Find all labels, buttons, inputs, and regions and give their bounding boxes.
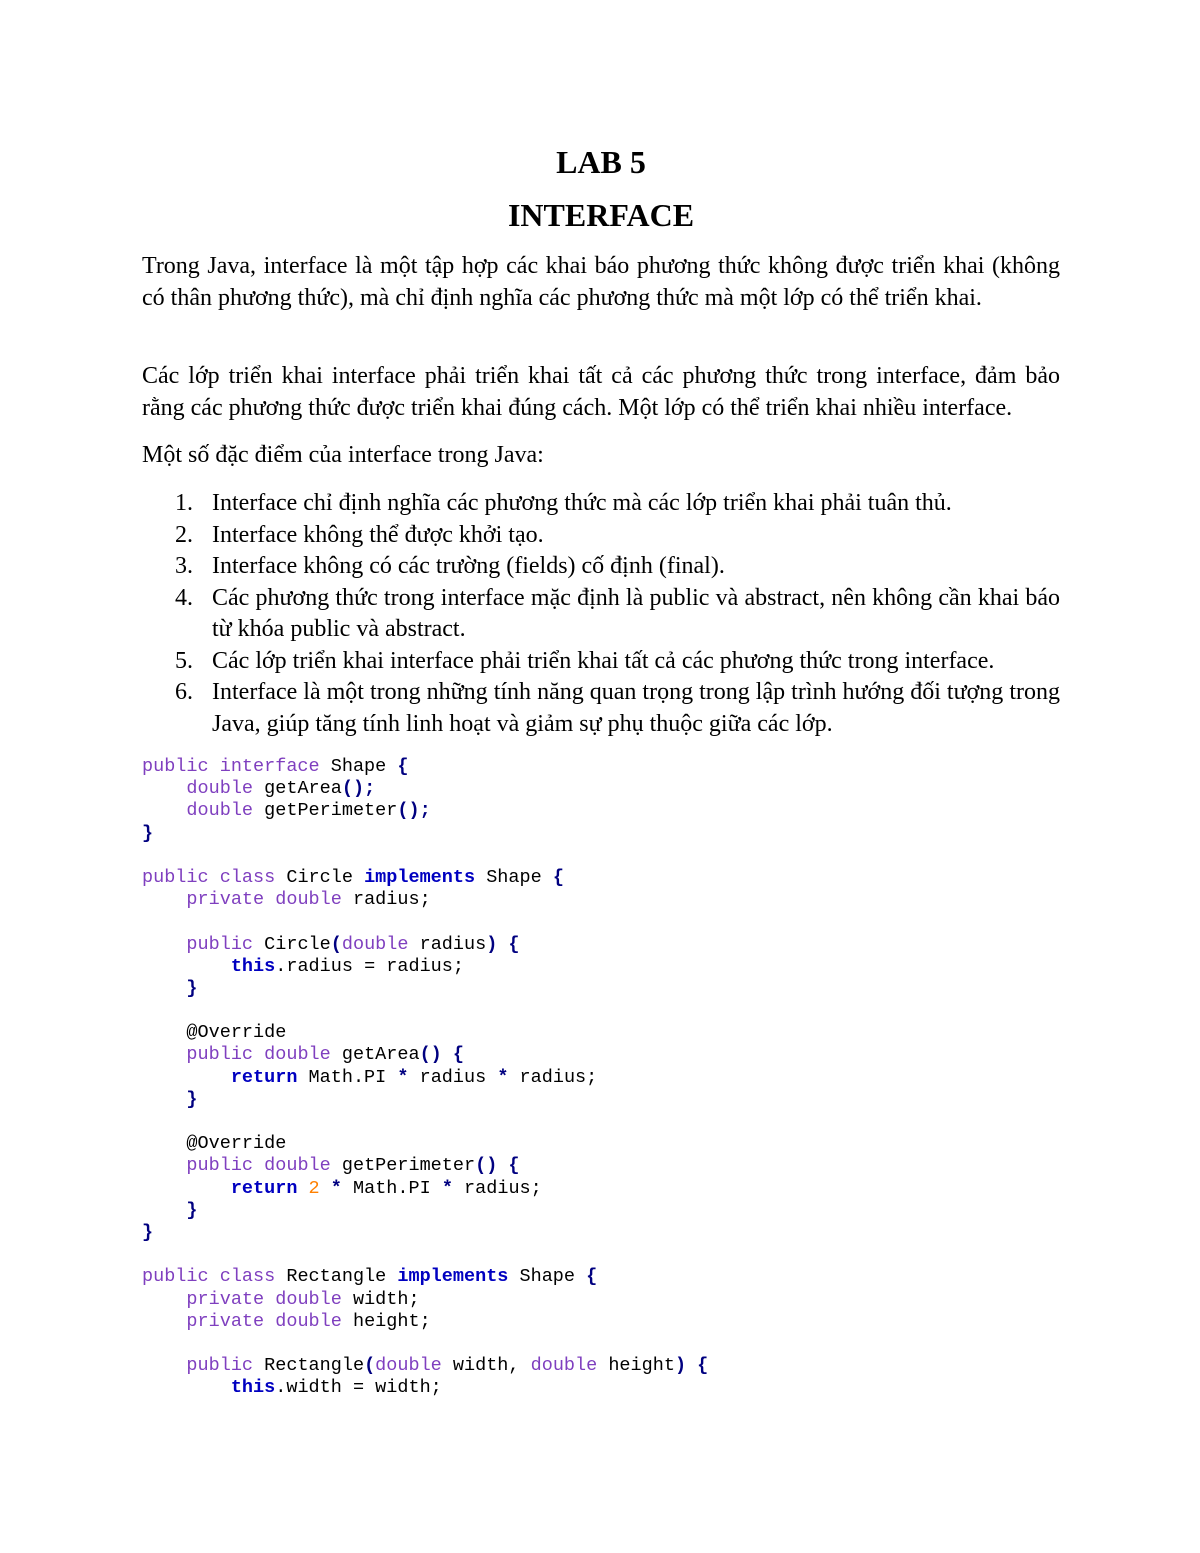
code-token [142,1311,186,1332]
code-token: double [186,800,265,822]
code-token: } [186,1088,198,1110]
list-number: 4. [175,584,193,611]
code-token: () { [475,1155,520,1177]
code-line [142,1133,1060,1155]
code-token: width, [452,1355,531,1377]
code-token [142,1089,186,1110]
code-token: } [142,822,154,844]
code-token [142,1289,186,1310]
code-token: Circle [264,933,331,955]
implementation-paragraph: Các lớp triển khai interface phải triển khai tất cả các phương thức trong interface, đảm bảo rằng các phương thức được triển khai đúng cách. Một lớp có thể triển khai nhiều interface. [142,363,1060,421]
code-token: radius; [464,1177,542,1199]
code-token: (); [341,778,376,800]
code-token: public [186,1355,265,1377]
features-heading: Một số đặc điểm của interface trong Java: [142,442,544,468]
code-token [142,1178,231,1199]
code-token: class [219,866,287,888]
code-token: Shape [519,1266,587,1288]
code-token: radius; [352,889,431,911]
document-subtitle: INTERFACE [507,197,695,233]
list-item [142,488,1060,520]
list-number: 1. [175,490,193,516]
code-token: * [441,1177,465,1199]
code-token: double [264,1044,342,1066]
code-token: Shape [486,866,553,888]
list-text: Interface chỉ định nghĩa các phương thức mà các lớp triển khai phải tuân thủ. [212,490,952,516]
code-token: { [397,756,409,777]
list-item [142,551,1060,583]
code-line [142,1266,1060,1288]
code-line [142,756,1060,778]
code-token: { [552,866,564,888]
code-token: { [586,1266,598,1288]
code-token: double [530,1355,609,1377]
code-token: * [330,1177,353,1199]
code-token: double [275,1288,353,1310]
code-token: (); [397,800,431,822]
code-line [142,1311,1060,1333]
code-token: public [186,1044,265,1066]
code-token: } [186,1199,198,1221]
code-line [142,1377,1060,1399]
code-token: private [186,1288,276,1310]
code-token [142,1355,186,1376]
code-token: double [341,933,420,955]
code-token: ) { [486,933,520,955]
list-number: 3. [175,553,193,579]
code-token: ( [330,933,342,955]
code-line [142,823,1060,845]
code-token: ( [364,1355,376,1377]
code-line [142,978,1060,1000]
code-token [142,1044,186,1065]
code-token: double [375,1355,453,1377]
list-number: 2. [175,521,193,548]
code-token [142,1200,186,1221]
list-item [142,677,1060,740]
code-token: @Override [186,1133,287,1155]
code-line [142,1222,1060,1244]
code-token: radius; [519,1066,598,1088]
code-token: getPerimeter [264,800,398,822]
code-line [142,934,1060,956]
code-token: public [142,756,220,777]
code-line [142,800,1060,822]
code-token: Circle [286,866,365,888]
code-token: () { [419,1044,464,1066]
code-token: } [186,977,198,999]
code-token: public [186,933,265,955]
code-token [142,1133,186,1154]
code-token [142,778,186,799]
features-list [142,488,1060,740]
code-token: height; [352,1310,431,1332]
code-line [142,889,1060,911]
code-line [142,867,1060,889]
code-line [142,1178,1060,1200]
code-token: Math.PI [308,1066,398,1088]
code-token: double [186,778,265,800]
code-line [142,1289,1060,1311]
code-line [142,1155,1060,1177]
code-token: ) { [674,1355,709,1377]
code-token: double [264,1155,342,1177]
code-line [142,1022,1060,1044]
code-token [142,978,186,999]
list-text: Các lớp triển khai interface phải triển khai tất cả các phương thức trong interface. [212,647,995,674]
code-line [142,1355,1060,1377]
code-token: Math.PI [352,1177,442,1199]
code-line [142,1000,1060,1022]
list-text: Interface không thể được khởi tạo. [212,521,544,548]
code-line [142,778,1060,800]
code-token: .width = width; [275,1377,442,1399]
code-token: public [186,1155,265,1177]
code-token: Rectangle [286,1266,398,1288]
code-token [142,1155,186,1176]
code-line [142,1067,1060,1089]
code-token: return [230,1066,309,1088]
list-number: 5. [175,647,193,674]
code-token: implements [397,1266,520,1288]
code-token: this [230,1377,276,1399]
code-token: radius [419,933,487,955]
code-token [142,889,186,910]
intro-paragraph: Trong Java, interface là một tập hợp các khai báo phương thức không được triển khai (không có thân phương thức), mà chỉ định nghĩa các phương thức mà một lớp có thể triển khai. [142,253,1060,311]
code-token: double [275,889,353,911]
code-token: Shape [330,756,398,777]
code-line [142,1244,1060,1266]
code-token: width; [352,1288,420,1310]
code-token: @Override [186,1022,287,1044]
list-text: Interface là một trong những tính năng quan trọng trong lập trình hướng đối tượng trong Java, giúp tăng tính linh hoạt và giảm sự phụ thuộc giữa các lớp. [212,679,1060,737]
code-token [142,934,186,955]
code-line [142,1200,1060,1222]
code-token: class [219,1266,287,1288]
list-item [142,520,1060,552]
code-token: interface [219,756,331,777]
code-token: this [230,955,276,977]
code-token: 2 [308,1177,331,1199]
code-token: return [230,1177,309,1199]
code-token: getArea [264,778,342,800]
code-token [142,956,231,977]
code-token: public [142,866,220,888]
code-token: getPerimeter [341,1155,476,1177]
code-token [142,1067,231,1088]
code-line [142,845,1060,867]
code-token: private [186,1310,276,1332]
code-token: .radius = radius; [275,955,464,977]
code-token: height [608,1355,675,1377]
code-line [142,1111,1060,1133]
code-token: } [142,1221,154,1243]
code-token [142,1022,186,1043]
code-token: radius [419,1066,498,1088]
code-token: double [275,1310,353,1332]
code-block [142,756,1060,1399]
code-token: public [142,1266,220,1288]
code-line [142,1333,1060,1355]
code-token: private [186,889,276,911]
list-item [142,646,1060,678]
code-token: * [397,1066,420,1088]
code-line [142,956,1060,978]
list-text: Interface không có các trường (fields) cố định (final). [212,553,725,579]
code-line [142,1044,1060,1066]
code-token: implements [364,866,487,888]
code-token [142,800,186,821]
code-token: Rectangle [264,1355,365,1377]
code-token: * [497,1066,520,1088]
code-line [142,1089,1060,1111]
code-token: getArea [341,1044,420,1066]
list-item [142,583,1060,646]
list-number: 6. [175,679,193,705]
list-text: Các phương thức trong interface mặc định là public và abstract, nên không cần khai báo từ khóa public và abstract. [212,584,1060,642]
document-title: LAB 5 [556,144,646,180]
code-token [142,1377,231,1398]
code-line [142,911,1060,933]
